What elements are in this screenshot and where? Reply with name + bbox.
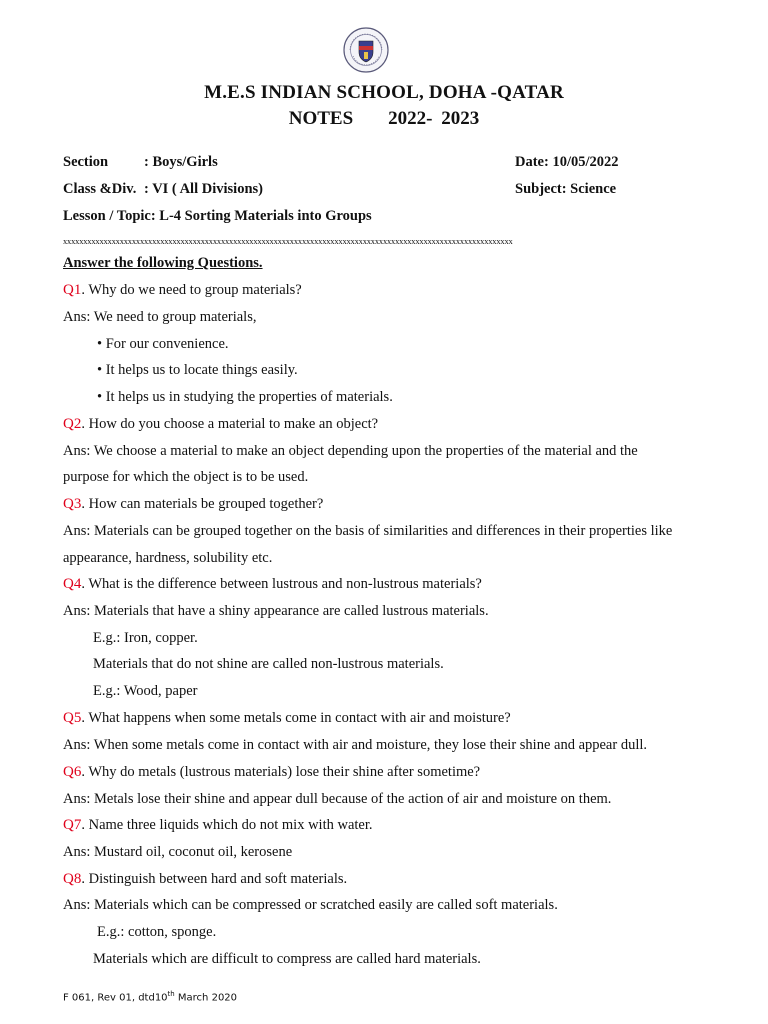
question-number: Q3 bbox=[63, 496, 82, 512]
footer-revision bbox=[63, 990, 237, 1003]
answer-line: Materials which are difficult to compress are called hard materials. bbox=[93, 951, 481, 967]
question-text: . Distinguish between hard and soft materials. bbox=[81, 871, 348, 887]
answer-line: Ans: Materials can be grouped together on the basis of similarities and differences in their properties like bbox=[63, 523, 673, 539]
question-text: . What happens when some metals come in contact with air and moisture? bbox=[81, 710, 511, 726]
answer-line: Ans: When some metals come in contact with air and moisture, they lose their shine and appear dull. bbox=[63, 737, 648, 753]
bullet-item: • For our convenience. bbox=[97, 336, 229, 352]
question-number: Q5 bbox=[63, 710, 82, 726]
list-item bbox=[63, 416, 378, 433]
answer-line: Ans: Materials which can be compressed or scratched easily are called soft materials. bbox=[63, 897, 558, 913]
list-item bbox=[63, 282, 302, 299]
list-item bbox=[63, 496, 323, 513]
list-item bbox=[63, 817, 373, 834]
question-number: Q1 bbox=[63, 282, 82, 298]
bullet-item: • It helps us to locate things easily. bbox=[97, 362, 298, 378]
question-text: . What is the difference between lustrous and non-lustrous materials? bbox=[81, 576, 482, 592]
example-line: E.g.: cotton, sponge. bbox=[97, 924, 217, 940]
question-text: . How can materials be grouped together? bbox=[81, 496, 324, 512]
answer-line: appearance, hardness, solubility etc. bbox=[63, 550, 273, 566]
list-item bbox=[63, 576, 482, 593]
footer-text-end: March 2020 bbox=[174, 992, 238, 1004]
bullet-item: • It helps us in studying the properties of materials. bbox=[97, 389, 393, 405]
section-value: : Boys/Girls bbox=[144, 154, 218, 170]
school-logo bbox=[342, 26, 390, 74]
question-number: Q8 bbox=[63, 871, 82, 887]
list-item bbox=[63, 710, 511, 727]
question-text: . Name three liquids which do not mix with water. bbox=[81, 817, 373, 833]
answer-line: Ans: Mustard oil, coconut oil, kerosene bbox=[63, 844, 293, 860]
class-value: : VI ( All Divisions) bbox=[144, 181, 263, 197]
question-number: Q7 bbox=[63, 817, 82, 833]
class-label: Class &Div. bbox=[63, 181, 137, 197]
school-crest-icon bbox=[342, 26, 390, 74]
question-text: . Why do we need to group materials? bbox=[81, 282, 302, 298]
answer-line: Materials that do not shine are called non-lustrous materials. bbox=[93, 656, 444, 672]
lesson-topic: Lesson / Topic: L-4 Sorting Materials into Groups bbox=[63, 208, 372, 224]
question-number: Q6 bbox=[63, 764, 82, 780]
question-text: . How do you choose a material to make an object? bbox=[81, 416, 379, 432]
school-name: M.E.S INDIAN SCHOOL, DOHA -QATAR bbox=[204, 82, 564, 103]
answer-line: Ans: Metals lose their shine and appear dull because of the action of air and moisture on them. bbox=[63, 791, 612, 807]
answer-line: Ans: We need to group materials, bbox=[63, 309, 257, 325]
answer-line: Ans: We choose a material to make an object depending upon the properties of the material and the bbox=[63, 443, 638, 459]
notes-title: NOTES 2022- 2023 bbox=[288, 108, 480, 129]
subject-field: Subject: Science bbox=[515, 181, 617, 197]
answer-line: Ans: Materials that have a shiny appearance are called lustrous materials. bbox=[63, 603, 489, 619]
separator-line: xxxxxxxxxxxxxxxxxxxxxxxxxxxxxxxxxxxxxxxxxxxxxxxxxxxxxxxxxxxxxxxxxxxxxxxxxxxxxxxxxxxxxxxxxxxxxxxxxxxxxxxxxxxxxxx bbox=[63, 236, 513, 246]
answer-line: purpose for which the object is to be used. bbox=[63, 469, 309, 485]
list-item bbox=[63, 764, 480, 781]
example-line: E.g.: Iron, copper. bbox=[93, 630, 198, 646]
question-text: . Why do metals (lustrous materials) lose their shine after sometime? bbox=[81, 764, 481, 780]
footer-text: F 061, Rev 01, dtd10 bbox=[63, 992, 168, 1004]
footer-sup: th bbox=[167, 990, 175, 998]
question-number: Q4 bbox=[63, 576, 82, 592]
section-heading: Answer the following Questions. bbox=[63, 255, 263, 271]
example-line: E.g.: Wood, paper bbox=[93, 683, 198, 699]
date-field: Date: 10/05/2022 bbox=[515, 154, 619, 170]
list-item bbox=[63, 871, 347, 888]
question-number: Q2 bbox=[63, 416, 82, 432]
section-label: Section bbox=[63, 154, 109, 170]
